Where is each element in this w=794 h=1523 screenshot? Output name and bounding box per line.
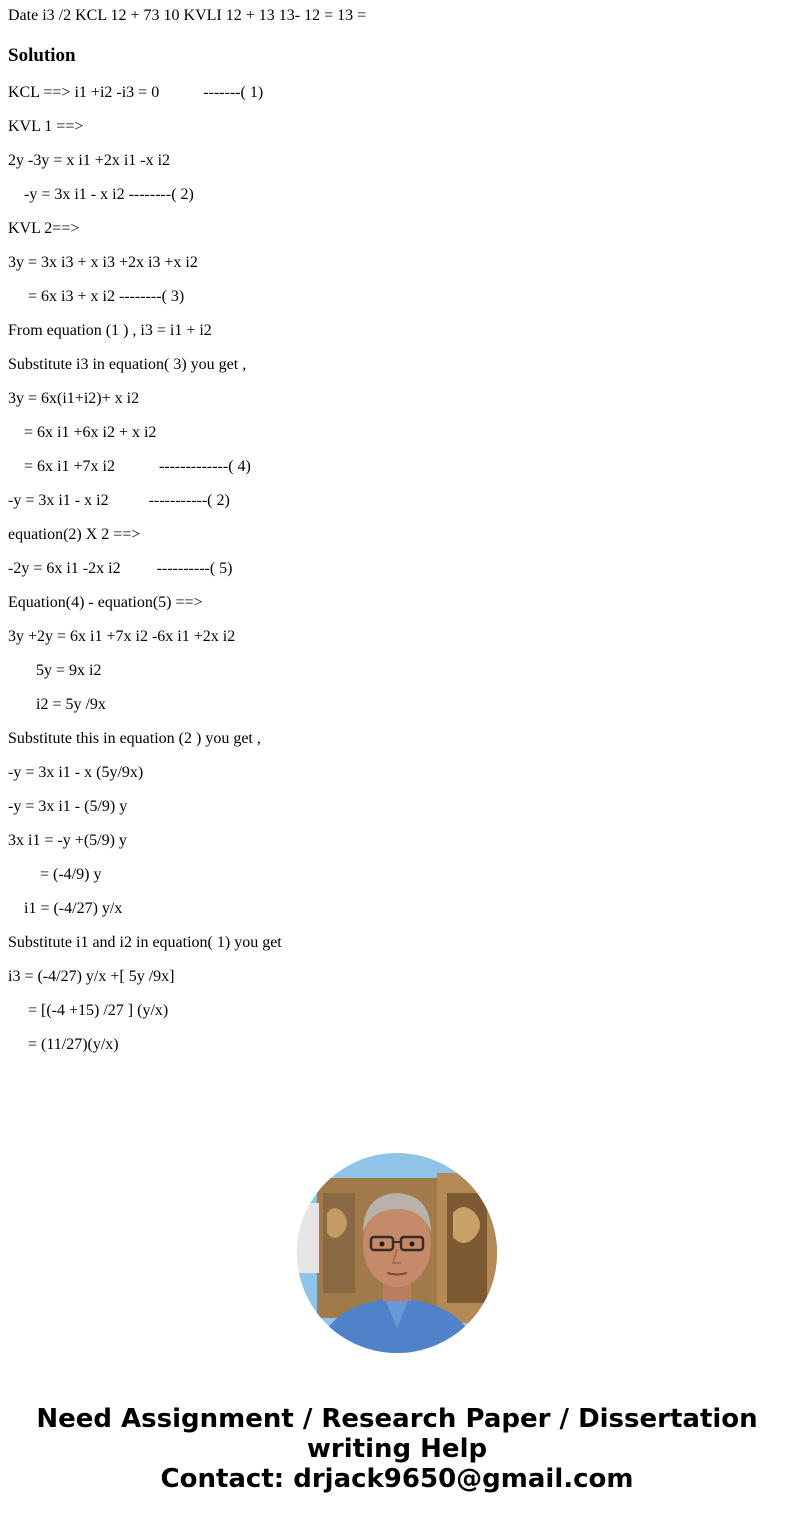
solution-line: 3y = 3x i3 + x i3 +2x i3 +x i2 xyxy=(8,254,198,271)
solution-line: = [(-4 +15) /27 ] (y/x) xyxy=(8,1002,169,1019)
solution-line: -y = 3x i1 - (5/9) y xyxy=(8,798,128,815)
solution-line: = (11/27)(y/x) xyxy=(8,1036,119,1053)
author-portrait xyxy=(297,1153,497,1353)
solution-line: -y = 3x i1 - x i2 --------( 2) xyxy=(8,186,194,203)
solution-line: 2y -3y = x i1 +2x i1 -x i2 xyxy=(8,152,171,169)
solution-line: -2y = 6x i1 -2x i2 ----------( 5) xyxy=(8,560,233,577)
solution-line: = 6x i1 +6x i2 + x i2 xyxy=(8,424,157,441)
solution-line: From equation (1 ) , i3 = i1 + i2 xyxy=(8,322,212,339)
solution-line: 3x i1 = -y +(5/9) y xyxy=(8,832,127,849)
solution-line: 3y +2y = 6x i1 +7x i2 -6x i1 +2x i2 xyxy=(8,628,236,645)
contact-email: Contact: drjack9650@gmail.com xyxy=(160,1464,634,1494)
solution-line: KVL 1 ==> xyxy=(8,118,84,135)
author-avatar xyxy=(297,1153,497,1353)
solution-line: 3y = 6x(i1+i2)+ x i2 xyxy=(8,390,140,407)
solution-line: -y = 3x i1 - x (5y/9x) xyxy=(8,764,144,781)
solution-lines xyxy=(8,83,282,1069)
solution-line: 5y = 9x i2 xyxy=(8,662,102,679)
solution-line: i1 = (-4/27) y/x xyxy=(8,900,123,917)
promo-banner xyxy=(0,1404,794,1494)
solution-line: -y = 3x i1 - x i2 -----------( 2) xyxy=(8,492,230,509)
solution-line: i2 = 5y /9x xyxy=(8,696,106,713)
promo-line: Need Assignment / Research Paper / Dissertation xyxy=(36,1404,758,1434)
solution-line: = 6x i3 + x i2 --------( 3) xyxy=(8,288,185,305)
solution-heading: Solution xyxy=(8,45,76,66)
solution-line: Substitute i3 in equation( 3) you get , xyxy=(8,356,247,373)
solution-line: i3 = (-4/27) y/x +[ 5y /9x] xyxy=(8,968,175,985)
solution-line: = 6x i1 +7x i2 -------------( 4) xyxy=(8,458,251,475)
solution-line: Substitute this in equation (2 ) you get , xyxy=(8,730,261,747)
promo-line: writing Help xyxy=(306,1434,488,1464)
solution-line: equation(2) X 2 ==> xyxy=(8,526,141,543)
solution-line: Equation(4) - equation(5) ==> xyxy=(8,594,203,611)
solution-line: = (-4/9) y xyxy=(8,866,102,883)
solution-line: KVL 2==> xyxy=(8,220,80,237)
solution-line: KCL ==> i1 +i2 -i3 = 0 -------( 1) xyxy=(8,84,264,101)
question-text: Date i3 /2 KCL 12 + 73 10 KVLI 12 + 13 13- 12 = 13 = xyxy=(8,7,367,24)
solution-line: Substitute i1 and i2 in equation( 1) you get xyxy=(8,934,282,951)
